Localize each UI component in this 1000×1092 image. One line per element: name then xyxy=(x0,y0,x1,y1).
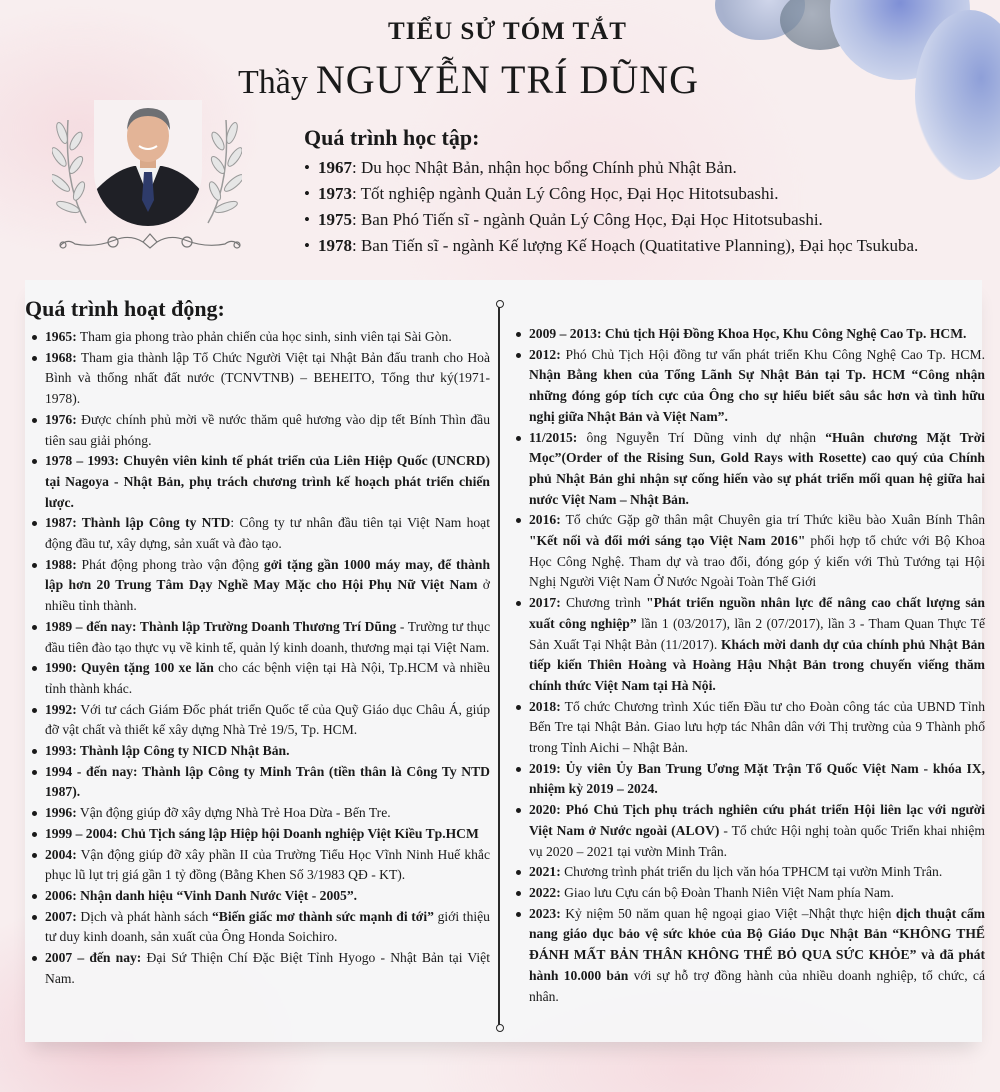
career-item-bold: 1993: Thành lập Công ty NICD Nhật Bản. xyxy=(45,743,290,759)
career-item-bold: 2007: xyxy=(45,908,77,924)
education-year: 1967 xyxy=(318,158,352,177)
career-heading: Quá trình hoạt động: xyxy=(25,296,225,321)
column-divider xyxy=(498,306,500,1026)
career-item xyxy=(27,327,490,348)
career-item-bold: 2009 – 2013: Chủ tịch Hội Đồng Khoa Học, Khu Công Nghệ Cao Tp. HCM. xyxy=(529,326,967,341)
career-column-left xyxy=(27,327,490,990)
career-item-bold: "Phát triển nguồn nhân lực để nâng cao chất lượng sản xuất công nghiệp” xyxy=(529,595,985,631)
education-list xyxy=(304,155,984,259)
career-item xyxy=(511,593,985,697)
career-item-bold: 1965: xyxy=(45,329,77,344)
career-item-bold: 1989 – đến nay: Thành lập Trường Doanh Thương Trí Dũng xyxy=(45,618,397,634)
career-item-bold: 2020: Phó Chủ Tịch phụ trách nghiên cứu phát triển Hội liên lạc với người Việt Nam ở Nước ngoài (ALOV) xyxy=(529,802,985,838)
name-prefix: Thầy xyxy=(238,64,308,101)
career-item xyxy=(27,617,490,658)
career-item-bold: 1992: xyxy=(45,701,77,717)
career-item-bold: 1994 - đến nay: Thành lập Công ty Minh Trân (tiền thân là Công Ty NTD 1987). xyxy=(45,763,490,800)
career-item-bold: 1999 – 2004: Chủ Tịch sáng lập Hiệp hội Doanh nghiệp Việt Kiều Tp.HCM xyxy=(45,825,479,841)
career-item xyxy=(27,907,490,948)
career-item-bold: 1978 – 1993: Chuyên viên kinh tế phát triển của Liên Hiệp Quốc (UNCRD) tại Nagoya - Nhật Bản, phụ trách chương trình kế hoạch phát triển chiến lược. xyxy=(45,453,490,510)
career-item-text: lần 1 (03/2017), lần 2 (07/2017), lần 3 - Tham Quan Thực Tế Sản Xuất Tại Nhật Bản (11/2017). xyxy=(529,615,985,652)
career-item-bold: 1996: xyxy=(45,805,77,821)
education-item: • 1967: Du học Nhật Bản, nhận học bổng Chính phủ Nhật Bản. xyxy=(304,158,737,177)
person-name xyxy=(238,56,699,103)
career-item-text: ông Nguyễn Trí Dũng vinh dự nhận xyxy=(577,429,826,445)
career-item-bold: Khách mời danh dự của chính phủ Nhật Bản tiếp kiến Thiên Hoàng và Hoàng Hậu Nhật Bản trong chuyến viếng thăm chính thức Việt Nam tại Hà Nội. xyxy=(529,636,985,693)
career-item xyxy=(27,348,490,410)
laurel-left-icon xyxy=(52,115,92,225)
career-item-bold: 2021: xyxy=(529,864,561,880)
career-item xyxy=(27,513,490,554)
career-item-text: Đại Sứ Thiện Chí Đặc Biệt Tỉnh Hyogo - Nhật Bản tại Việt Nam. xyxy=(45,950,490,986)
career-item xyxy=(27,410,490,451)
career-item xyxy=(27,451,490,513)
career-item-bold: 2004: xyxy=(45,846,77,862)
career-item xyxy=(27,700,490,741)
scroll-ornament-icon xyxy=(55,230,245,254)
career-item-text: : Công ty tư nhân đầu tiên tại Việt Nam hoạt động đầu tư, xây dựng, sản xuất và đào tạo. xyxy=(45,515,490,552)
career-list-right xyxy=(511,324,985,1007)
career-item-text: - Tổ chức Hội nghị toàn quốc Triển khai nhiệm vụ 2020 – 2021 tại vườn Minh Trân. xyxy=(529,822,985,859)
career-item-text: - Trường tư thục đầu tiên đào tạo thực vụ về kinh tế, quản lý kinh doanh, thương mại tại Việt Nam. xyxy=(45,618,490,655)
career-item-bold: 2007 – đến nay: xyxy=(45,950,142,966)
career-item-bold: 2012: xyxy=(529,346,561,362)
career-item xyxy=(511,510,985,593)
portrait-block xyxy=(50,95,250,265)
page-title: TIỂU SỬ TÓM TẮT xyxy=(388,18,627,45)
career-item xyxy=(511,904,985,1008)
education-text: : Tốt nghiệp ngành Quản Lý Công Học, Đại Học Hitotsubashi. xyxy=(352,184,779,203)
career-item-bold: Nhận Bằng khen của Tổng Lãnh Sự Nhật Bản tại Tp. HCM “Công nhận những đóng góp tích cực của Ông cho sự hiểu biết sâu sắc hơn và tình hữu nghị giữa Nhật Bản và Việt Nam”. xyxy=(529,367,985,424)
career-item xyxy=(27,658,490,699)
career-item-text: giới thiệu tư duy kinh doanh, sản xuất của Ông Honda Soichiro. xyxy=(45,908,490,945)
career-item-bold: dịch thuật cẩm nang giáo dục bảo vệ sức khỏe của Bộ Giáo Dục Nhật Bản “KHÔNG THỂ ĐÁNH MẤT BẢN THÂN KHÔNG THỂ BỎ QUA SỨC KHỎE” và đã phát hành 10.000 bản xyxy=(529,905,985,983)
career-item-text: Phát động phong trào vận động xyxy=(76,556,264,572)
career-item xyxy=(511,428,985,511)
career-item xyxy=(27,555,490,617)
career-panel xyxy=(25,280,985,1042)
career-item xyxy=(27,886,490,907)
career-item-bold: 2016: xyxy=(529,512,561,528)
career-item-text: với sự hỗ trợ đồng hành của nhiều doanh nghiệp, tổ chức, cá nhân. xyxy=(529,967,985,1004)
education-year: 1973 xyxy=(318,184,352,203)
career-item-bold: 2017: xyxy=(529,595,561,611)
education-heading: Quá trình học tập: xyxy=(304,125,480,150)
career-item-text: Kỷ niệm 50 năm quan hệ ngoại giao Việt –Nhật thực hiện xyxy=(560,905,896,921)
career-item-text: Được chính phủ mời về nước thăm quê hương vào dịp tết Bính Thìn đầu tiên sau giải phóng. xyxy=(45,411,490,448)
education-year: 1975 xyxy=(318,210,352,229)
career-item xyxy=(511,800,985,862)
career-item-bold: 2023: xyxy=(529,905,561,921)
career-list-left xyxy=(27,327,490,990)
education-item: • 1975: Ban Phó Tiến sĩ - ngành Quản Lý Công Học, Đại Học Hitotsubashi. xyxy=(304,210,823,229)
career-item-text: Tổ chức Chương trình Xúc tiến Đầu tư cho Đoàn công tác của UBND Tỉnh Bến Tre tại Nhật Bản. Giao lưu hợp tác Nhân dân với Thị trường của 9 Thành phố trong Tỉnh Aichi – Nhật Bản. xyxy=(529,698,985,756)
education-text: : Ban Tiến sĩ - ngành Kế lượng Kế Hoạch (Quatitative Planning), Đại học Tsukuba. xyxy=(352,236,919,255)
career-item-text: Chương trình phát triển du lịch văn hóa TPHCM tại vườn Minh Trân. xyxy=(560,864,943,880)
career-item xyxy=(511,324,985,345)
career-item xyxy=(27,824,490,845)
career-item xyxy=(511,697,985,759)
career-item-text: Chương trình xyxy=(560,595,647,611)
name-text: NGUYỄN TRÍ DŨNG xyxy=(315,57,699,102)
career-item-text: Dịch và phát hành sách xyxy=(76,908,212,924)
career-item xyxy=(27,845,490,886)
career-item xyxy=(511,345,985,428)
education-year: 1978 xyxy=(318,236,352,255)
career-item xyxy=(27,948,490,989)
career-item-text: Giao lưu Cựu cán bộ Đoàn Thanh Niên Việt Nam phía Nam. xyxy=(560,884,894,900)
career-item-text: phối hợp tổ chức với Bộ Khoa Học Công Nghệ. Tham dự và trao đổi, đóng góp ý kiến với Thủ Tướng tại Hội Nghị Người Việt Nam Ở Nước Ngoài Toàn Thế Giới xyxy=(529,533,985,590)
career-item xyxy=(27,762,490,803)
career-item-bold: “Biến giấc mơ thành sức mạnh đi tới” xyxy=(212,908,434,924)
career-item-bold: 1976: xyxy=(45,411,77,427)
career-item-bold: 2019: Ủy viên Ủy Ban Trung Ương Mặt Trận Tổ Quốc Việt Nam - khóa IX, nhiệm kỳ 2019 – 2024. xyxy=(529,760,985,797)
education-item: • 1978: Ban Tiến sĩ - ngành Kế lượng Kế Hoạch (Quatitative Planning), Đại học Tsukuba. xyxy=(304,236,919,255)
career-item-bold: “Huân chương Mặt Trời Mọc”(Order of the Rising Sun, Gold Rays with Rosette) cao quý của Chính phủ Nhật Bản ghi nhận sự cống hiến vào sự phát triển mối quan hệ giữa hai nước Việt Nam – Nhật Bản. xyxy=(529,429,985,507)
career-item xyxy=(27,741,490,762)
career-item-bold: 1990: Quyên tặng 100 xe lăn xyxy=(45,660,214,676)
career-item-bold: 2018: xyxy=(529,698,561,714)
career-item-text: ở nhiều tỉnh thành. xyxy=(45,577,490,614)
career-item xyxy=(27,803,490,824)
career-item-text: cho các bệnh viện tại Hà Nội, Tp.HCM và nhiều tỉnh thành khác. xyxy=(45,660,490,696)
laurel-right-icon xyxy=(202,115,242,225)
career-column-right xyxy=(511,324,985,1007)
career-item-bold: 1968: xyxy=(45,349,77,365)
education-text: : Du học Nhật Bản, nhận học bổng Chính phủ Nhật Bản. xyxy=(352,158,737,177)
career-item-text: Tham gia phong trào phản chiến của học sinh, sinh viên tại Sài Gòn. xyxy=(76,329,452,344)
career-item-text: Tổ chức Gặp gỡ thân mật Chuyên gia trí Thức kiều bào Xuân Bính Thân xyxy=(560,512,985,528)
career-item-text: Tham gia thành lập Tổ Chức Người Việt tại Nhật Bản đấu tranh cho Hoà Bình và thống nhất đất nước (TCNVTNB) – BEHEITO, Tổng thư ký(1971-1978). xyxy=(45,349,490,407)
career-item-bold: gởi tặng gần 1000 máy may, để thành lập hơn 20 Trung Tâm Dạy Nghề May Mặc cho Hội Phụ Nữ Việt Nam xyxy=(45,556,491,593)
career-item-text: Phó Chủ Tịch Hội đồng tư vấn phát triển Khu Công Nghệ Cao Tp. HCM. xyxy=(560,346,985,362)
career-item-bold: 1988: xyxy=(45,556,77,572)
career-item-text: Với tư cách Giám Đốc phát triển Quốc tế của Quỹ Giáo dục Châu Á, giúp đỡ vật chất và thiết kế xây dựng Nhà Trẻ 19/5, Tp. HCM. xyxy=(45,701,490,738)
career-item-bold: 2006: Nhận danh hiệu “Vinh Danh Nước Việt - 2005”. xyxy=(45,887,358,903)
career-item-bold: 2022: xyxy=(529,884,561,900)
career-item-bold: 11/2015: xyxy=(529,429,578,445)
career-item xyxy=(511,883,985,904)
career-item-bold: 1987: Thành lập Công ty NTD xyxy=(45,515,231,531)
career-item xyxy=(511,862,985,883)
career-item-text: Vận động giúp đỡ xây dựng Nhà Trẻ Hoa Dừa - Bến Tre. xyxy=(76,805,391,821)
education-item: • 1973: Tốt nghiệp ngành Quản Lý Công Học, Đại Học Hitotsubashi. xyxy=(304,184,779,203)
career-item-text: Vận động giúp đỡ xây phần II của Trường Tiểu Học Vĩnh Ninh Huế khắc phục lũ lụt trị giá gần 1 tỷ đồng (Bằng Khen Số 3/1983 QĐ - KT). xyxy=(45,846,490,883)
career-item-bold: "Kết nối và đổi mới sáng tạo Việt Nam 2016" xyxy=(529,533,806,549)
portrait-photo xyxy=(94,100,202,226)
education-text: : Ban Phó Tiến sĩ - ngành Quản Lý Công Học, Đại Học Hitotsubashi. xyxy=(352,210,823,229)
education-section xyxy=(304,125,984,259)
career-item xyxy=(511,759,985,800)
